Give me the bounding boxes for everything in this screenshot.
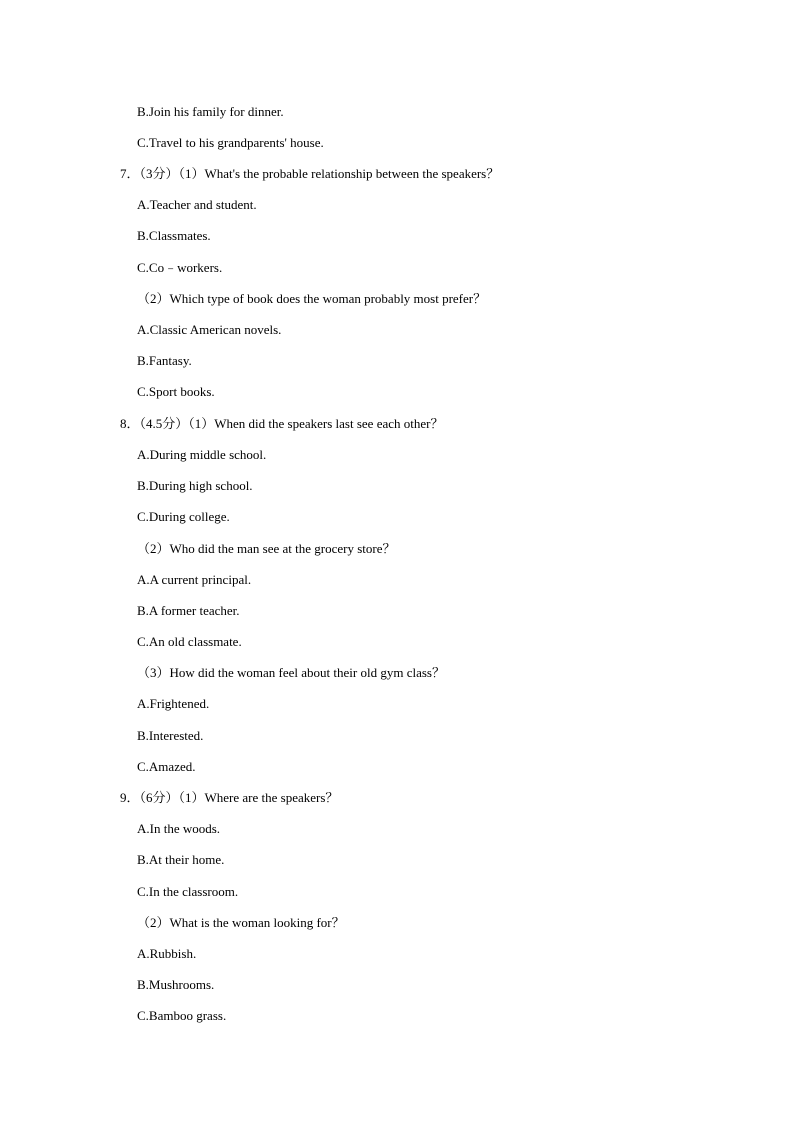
q9-2-option-c: C.Bamboo grass. [137,1008,227,1023]
q8-2-option-b: B.A former teacher. [137,603,240,618]
q7-2-prompt: （2）Which type of book does the woman probably most prefer？ [137,291,487,306]
q8-2-option-c: C.An old classmate. [137,634,242,649]
q7-2-option-a: A.Classic American novels. [137,322,282,337]
q8-1-option-c: C.During college. [137,509,230,524]
q8-1-option-a: A.During middle school. [137,447,267,462]
q7-2-option-c: C.Sport books. [137,384,215,399]
q8-heading: 8．（4.5分）（1）When did the speakers last see each other？ [120,416,444,431]
q8-3-option-a: A.Frightened. [137,696,210,711]
q6-option-b: B.Join his family for dinner. [137,104,284,119]
q8-3-option-b: B.Interested. [137,728,204,743]
q6-option-c: C.Travel to his grandparents' house. [137,135,324,150]
q9-2-option-a: A.Rubbish. [137,946,197,961]
q8-2-prompt: （2）Who did the man see at the grocery store？ [137,541,396,556]
q7-1-option-a: A.Teacher and student. [137,197,257,212]
q9-1-option-a: A.In the woods. [137,821,221,836]
q7-2-option-b: B.Fantasy. [137,353,192,368]
q7-1-option-c: C.Co﹣workers. [137,260,223,275]
q9-1-option-c: C.In the classroom. [137,884,239,899]
q8-2-option-a: A.A current principal. [137,572,252,587]
q9-1-option-b: B.At their home. [137,852,225,867]
q8-1-option-b: B.During high school. [137,478,253,493]
q8-3-option-c: C.Amazed. [137,759,196,774]
q9-heading: 9．（6分）（1）Where are the speakers？ [120,790,339,805]
q7-heading: 7．（3分）（1）What's the probable relationship between the speakers？ [120,166,500,181]
q7-1-option-b: B.Classmates. [137,228,211,243]
q8-3-prompt: （3）How did the woman feel about their old gym class？ [137,665,445,680]
q9-2-option-b: B.Mushrooms. [137,977,215,992]
q9-2-prompt: （2）What is the woman looking for？ [137,915,345,930]
